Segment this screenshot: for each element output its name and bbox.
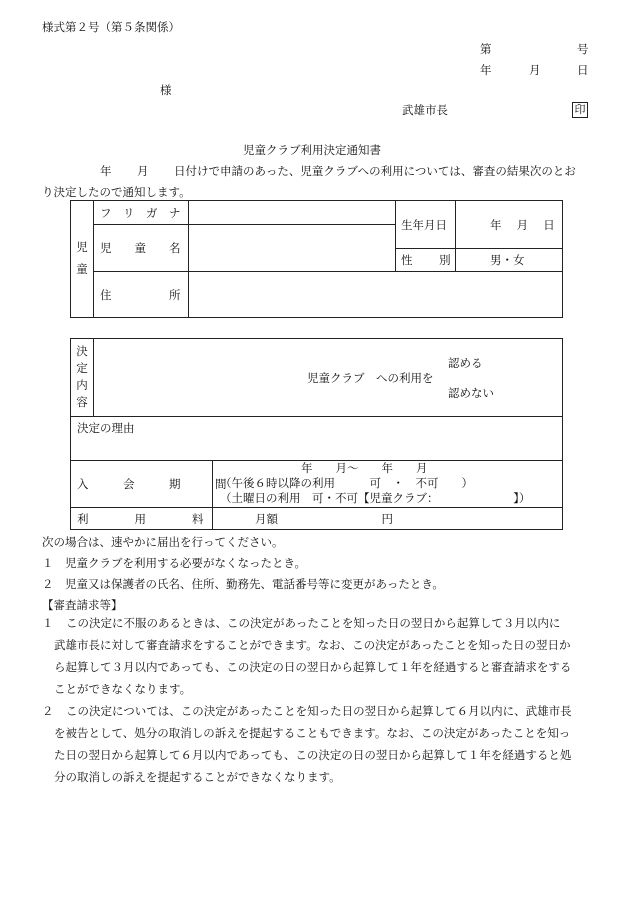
- fee-value: 月額 円: [255, 512, 393, 526]
- review-heading: 【審査請求等】: [42, 598, 123, 612]
- form-number: 様式第２号（第５条関係）: [42, 20, 180, 34]
- number-prefix: 第: [480, 42, 492, 56]
- notes-item-2: ２ 児童又は保護者の氏名、住所、勤務先、電話番号等に変更があったとき。: [42, 577, 444, 591]
- notes-heading: 次の場合は、速やかに届出を行ってください。: [42, 535, 284, 549]
- number-suffix: 号: [577, 42, 589, 56]
- birth-date-value: 年 月 日: [490, 218, 555, 232]
- date-month: 月: [529, 63, 541, 77]
- address-label: 住 所: [100, 288, 181, 302]
- decision-content-label-1: 決: [76, 344, 88, 358]
- enrollment-period-range: 年 月～ 年 月: [301, 461, 428, 475]
- sex-value: 男・女: [490, 253, 525, 267]
- child-section-label-1: 児: [76, 240, 88, 254]
- document-title: 児童クラブ利用決定通知書: [243, 143, 381, 157]
- enrollment-period-label: 入 会 期 間: [77, 477, 227, 491]
- review-item-1-line-2: 武雄市長に対して審査請求をすることができます。なお、この決定があったことを知った日の翌日か: [54, 638, 571, 652]
- addressee-honorific: 様: [160, 83, 172, 97]
- birth-date-label: 生年月日: [401, 218, 447, 232]
- review-item-2-line-3: た日の翌日から起算して６月以内であっても、この決定の日の翌日から起算して１年を経過すると処: [54, 748, 572, 762]
- date-day: 日: [577, 63, 589, 77]
- decision-content-label-2: 定: [76, 361, 88, 375]
- approve-option: 認める: [448, 356, 483, 370]
- evening-usage-option: （午後６時以降の利用 可 ・ 不可 ）: [220, 476, 473, 490]
- furigana-label: フ リ ガ ナ: [100, 206, 181, 220]
- review-item-2-line-4: 分の取消しの訴えを提起することができなくなります。: [54, 770, 341, 784]
- decision-reason-label: 決定の理由: [77, 421, 135, 435]
- review-item-1-line-4: ことができなくなります。: [54, 682, 192, 696]
- review-item-1-line-1: この決定に不服のあるときは、この決定があったことを知った日の翌日から起算して３月以内に: [66, 616, 561, 630]
- intro-month: 月: [137, 164, 149, 178]
- intro-year: 年: [100, 164, 112, 178]
- review-item-2-number: ２: [42, 704, 54, 718]
- deny-option: 認めない: [448, 386, 494, 400]
- sex-label: 性 別: [401, 253, 451, 267]
- seal-mark: 印: [572, 102, 588, 118]
- saturday-usage-option: （土曜日の利用 可・不可【児童クラブ： 】）: [220, 491, 531, 505]
- notes-item-1: １ 児童クラブを利用する必要がなくなったとき。: [42, 556, 307, 570]
- review-item-2-line-2: を被告として、処分の取消しの訴えを提起することもできます。なお、この決定があったことを知っ: [54, 726, 571, 740]
- intro-line2: り決定したので通知します。: [42, 185, 191, 199]
- review-item-1-number: １: [42, 616, 54, 630]
- decision-content-label-3: 内: [76, 378, 88, 392]
- child-name-label: 児 童 名: [100, 241, 181, 255]
- date-year: 年: [480, 63, 492, 77]
- decision-content-label-4: 容: [76, 395, 88, 409]
- review-item-2-line-1: この決定については、この決定があったことを知った日の翌日から起算して６月以内に、武雄市長: [66, 704, 572, 718]
- intro-line1: 日付けで申請のあった、児童クラブへの利用については、審査の結果次のとお: [174, 164, 576, 178]
- issuer: 武雄市長: [402, 103, 448, 117]
- child-section-label-2: 童: [76, 262, 88, 276]
- club-usage-text: 児童クラブ への利用を: [307, 371, 434, 385]
- review-item-1-line-3: ら起算して３月以内であっても、この決定の日の翌日から起算して１年を経過すると審査請求をする: [54, 660, 572, 674]
- fee-label: 利 用 料: [77, 512, 204, 526]
